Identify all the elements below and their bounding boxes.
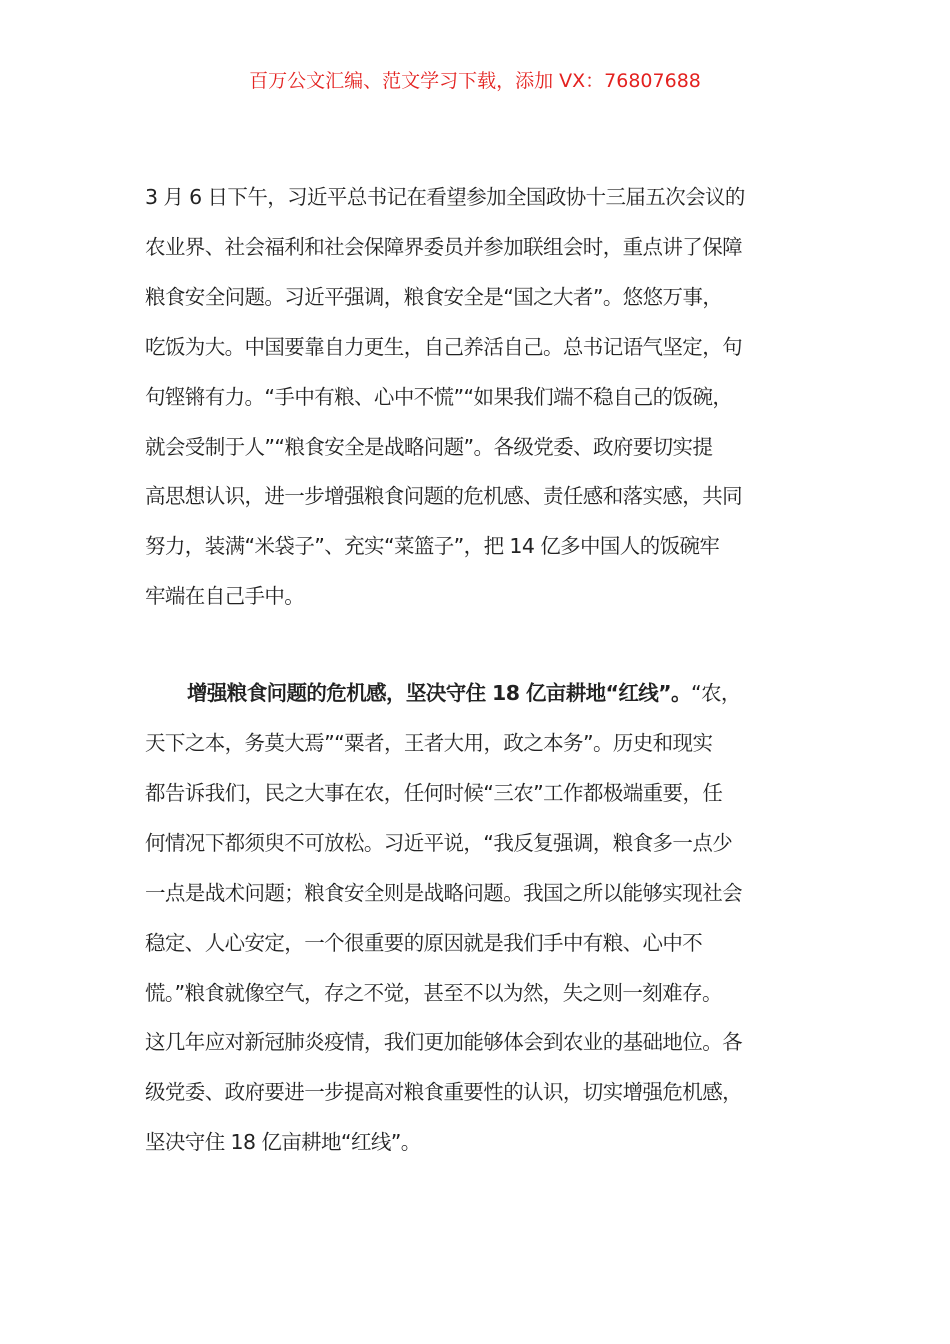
paragraph-2-first-line: [187, 678, 741, 708]
text-line: 粮食安全问题。习近平强调，粮食安全是“国之大者”。悠悠万事，: [145, 284, 723, 309]
text-line: 高思想认识，进一步增强粮食问题的危机感、责任感和落实感，共同: [145, 484, 742, 509]
text-line: 3 月 6 日下午，习近平总书记在看望参加全国政协十三届五次会议的: [145, 185, 745, 209]
text-line: 牢端在自己手中。: [145, 584, 305, 609]
heading-trailing-text: “农，: [690, 681, 741, 705]
text-line: 努力，装满“米袋子”、充实“菜篮子”，把 14 亿多中国人的饭碗牢: [145, 534, 720, 559]
text-line: 这几年应对新冠肺炎疫情，我们更加能够体会到农业的基础地位。各: [145, 1030, 742, 1055]
watermark-header: 百万公文汇编、范文学习下载，添加 VX：76807688: [249, 70, 701, 92]
text-line: 农业界、社会福利和社会保障界委员并参加联组会时，重点讲了保障: [145, 234, 742, 259]
text-line: 一点是战术问题；粮食安全则是战略问题。我国之所以能够实现社会: [145, 880, 742, 905]
text-line: 何情况下都须臾不可放松。习近平说，“我反复强调，粮食多一点少: [145, 830, 733, 855]
text-line: 坚决守住 18 亿亩耕地“红线”。: [145, 1130, 421, 1155]
text-line: 吃饭为大。中国要靠自力更生，自己养活自己。总书记语气坚定，句: [145, 334, 742, 359]
text-line: 级党委、政府要进一步提高对粮食重要性的认识，切实增强危机感，: [145, 1080, 742, 1105]
section-heading: 增强粮食问题的危机感，坚决守住 18 亿亩耕地“红线”。: [187, 681, 691, 705]
text-line: 就会受制于人”“粮食安全是战略问题”。各级党委、政府要切实提: [145, 434, 713, 459]
text-line: 慌。”粮食就像空气，存之不觉，甚至不以为然，失之则一刻难存。: [145, 980, 722, 1005]
text-line: 天下之本，务莫大焉”“粟者，王者大用，政之本务”。历史和现实: [145, 731, 713, 755]
text-line: 稳定、人心安定，一个很重要的原因就是我们手中有粮、心中不: [145, 930, 703, 955]
text-line: 句铿锵有力。“手中有粮、心中不慌”“如果我们端不稳自己的饭碗，: [145, 384, 733, 409]
text-line: 都告诉我们，民之大事在农，任何时候“三农”工作都极端重要，任: [145, 780, 723, 805]
